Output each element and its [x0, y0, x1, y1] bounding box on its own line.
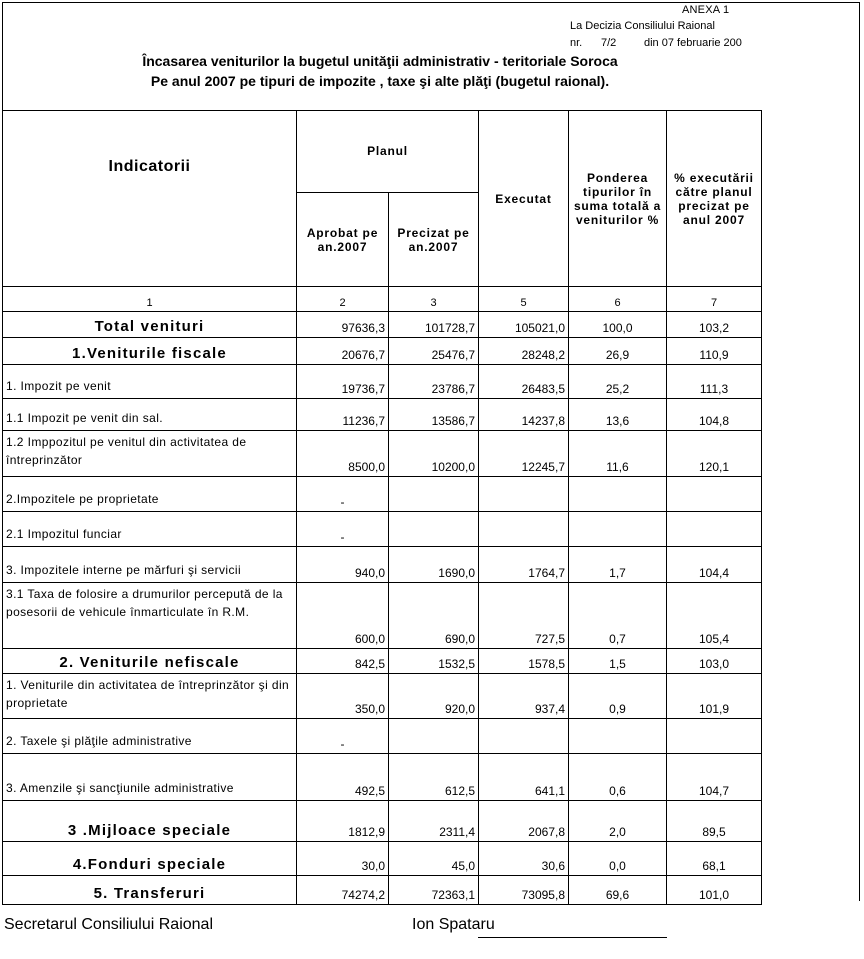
- secretary-name: Ion Spataru: [412, 916, 495, 933]
- table-row: [3, 547, 762, 583]
- cell-percent: 111,3: [667, 365, 762, 399]
- cell-approved: 97636,3: [297, 312, 389, 338]
- row-label: 5. Transferuri: [3, 876, 297, 905]
- cell-specified: 2311,4: [389, 801, 479, 842]
- cell-approved: -: [297, 719, 389, 754]
- cell-share: 13,6: [569, 399, 667, 431]
- cell-executed: [479, 477, 569, 512]
- revenue-table: [2, 110, 762, 905]
- cell-percent: 110,9: [667, 338, 762, 365]
- row-label: 3. Impozitele interne pe mărfuri şi servicii: [3, 547, 297, 583]
- cell-executed: 26483,5: [479, 365, 569, 399]
- cell-approved: 30,0: [297, 842, 389, 876]
- cell-percent: [667, 512, 762, 547]
- cell-percent: 105,4: [667, 583, 762, 649]
- decision-nr-value: 7/2: [601, 37, 617, 49]
- cell-share: [569, 719, 667, 754]
- row-label: 1.1 Impozit pe venit din sal.: [3, 399, 297, 431]
- table-row: [3, 583, 762, 649]
- annex-label: ANEXA 1: [682, 4, 730, 16]
- cell-share: 11,6: [569, 431, 667, 477]
- table-row: [3, 876, 762, 905]
- cell-share: 0,0: [569, 842, 667, 876]
- cell-specified: 612,5: [389, 754, 479, 801]
- index-cell: 7: [667, 287, 762, 312]
- table-row: [3, 512, 762, 547]
- cell-percent: 101,9: [667, 674, 762, 719]
- cell-specified: 101728,7: [389, 312, 479, 338]
- cell-specified: [389, 512, 479, 547]
- cell-approved: 20676,7: [297, 338, 389, 365]
- cell-executed: 937,4: [479, 674, 569, 719]
- table-row: [3, 719, 762, 754]
- cell-specified: 10200,0: [389, 431, 479, 477]
- row-label: 2.1 Impozitul funciar: [3, 512, 297, 547]
- cell-share: 0,9: [569, 674, 667, 719]
- cell-executed: 105021,0: [479, 312, 569, 338]
- cell-specified: 25476,7: [389, 338, 479, 365]
- cell-share: 2,0: [569, 801, 667, 842]
- table-row: [3, 338, 762, 365]
- table-row: [3, 674, 762, 719]
- cell-executed: 28248,2: [479, 338, 569, 365]
- cell-percent: 101,0: [667, 876, 762, 905]
- cell-executed: 12245,7: [479, 431, 569, 477]
- cell-executed: 1578,5: [479, 649, 569, 674]
- cell-approved: 600,0: [297, 583, 389, 649]
- cell-percent: 104,8: [667, 399, 762, 431]
- cell-specified: [389, 477, 479, 512]
- cell-executed: 14237,8: [479, 399, 569, 431]
- cell-executed: 73095,8: [479, 876, 569, 905]
- cell-percent: 103,0: [667, 649, 762, 674]
- cell-percent: 120,1: [667, 431, 762, 477]
- cell-share: 25,2: [569, 365, 667, 399]
- header-percent: % executării către planul precizat pe anul 2007: [667, 111, 762, 287]
- cell-executed: 727,5: [479, 583, 569, 649]
- cell-specified: [389, 719, 479, 754]
- table-row: [3, 754, 762, 801]
- decision-date: din 07 februarie 200: [644, 37, 742, 49]
- table-row: [3, 431, 762, 477]
- row-label: Total venituri: [3, 312, 297, 338]
- table-row: [3, 399, 762, 431]
- cell-approved: 940,0: [297, 547, 389, 583]
- cell-approved: -: [297, 477, 389, 512]
- index-cell: 3: [389, 287, 479, 312]
- cell-specified: 920,0: [389, 674, 479, 719]
- cell-share: 0,6: [569, 754, 667, 801]
- header-share: Ponderea tipurilor în suma totală a veniturilor %: [569, 111, 667, 287]
- cell-executed: 2067,8: [479, 801, 569, 842]
- row-label: 3 .Mijloace speciale: [3, 801, 297, 842]
- table-row: [3, 842, 762, 876]
- cell-approved: 350,0: [297, 674, 389, 719]
- row-label: 1. Impozit pe venit: [3, 365, 297, 399]
- cell-executed: [479, 719, 569, 754]
- cell-specified: 72363,1: [389, 876, 479, 905]
- table-row: [3, 365, 762, 399]
- cell-approved: 74274,2: [297, 876, 389, 905]
- decision-nr-label: nr.: [570, 37, 583, 49]
- cell-share: [569, 477, 667, 512]
- cell-percent: 103,2: [667, 312, 762, 338]
- table-row: [3, 649, 762, 674]
- cell-share: 26,9: [569, 338, 667, 365]
- row-label: 1. Veniturile din activitatea de întreprinzător şi din proprietate: [3, 674, 297, 719]
- row-label: 3. Amenzile şi sancţiunile administrative: [3, 754, 297, 801]
- cell-executed: 641,1: [479, 754, 569, 801]
- cell-approved: -: [297, 512, 389, 547]
- cell-executed: 30,6: [479, 842, 569, 876]
- decision-number: [570, 37, 742, 49]
- index-row: [3, 287, 762, 312]
- header-specified: Precizat pe an.2007: [389, 193, 479, 287]
- row-label: 4.Fonduri speciale: [3, 842, 297, 876]
- index-cell: 2: [297, 287, 389, 312]
- cell-percent: 104,7: [667, 754, 762, 801]
- cell-share: 1,7: [569, 547, 667, 583]
- cell-share: [569, 512, 667, 547]
- cell-executed: [479, 512, 569, 547]
- header-executed: Executat: [479, 111, 569, 287]
- table-row: [3, 312, 762, 338]
- cell-executed: 1764,7: [479, 547, 569, 583]
- secretary-label: Secretarul Consiliului Raional: [4, 916, 213, 933]
- cell-percent: 104,4: [667, 547, 762, 583]
- cell-specified: 45,0: [389, 842, 479, 876]
- index-cell: 5: [479, 287, 569, 312]
- cell-specified: 690,0: [389, 583, 479, 649]
- cell-share: 69,6: [569, 876, 667, 905]
- cell-share: 1,5: [569, 649, 667, 674]
- cell-percent: [667, 477, 762, 512]
- header-plan: Planul: [297, 111, 479, 193]
- cell-specified: 23786,7: [389, 365, 479, 399]
- cell-approved: 492,5: [297, 754, 389, 801]
- row-label: 2. Veniturile nefiscale: [3, 649, 297, 674]
- cell-approved: 1812,9: [297, 801, 389, 842]
- cell-approved: 8500,0: [297, 431, 389, 477]
- row-label: 3.1 Taxa de folosire a drumurilor percepută de la posesorii de vehicule înmarticulate în R.M.: [3, 583, 297, 649]
- cell-approved: 842,5: [297, 649, 389, 674]
- cell-percent: 89,5: [667, 801, 762, 842]
- cell-specified: 1690,0: [389, 547, 479, 583]
- header-approved: Aprobat pe an.2007: [297, 193, 389, 287]
- cell-specified: 1532,5: [389, 649, 479, 674]
- document-title-line1: Încasarea veniturilor la bugetul unităţii administrativ - teritoriale Soroca: [142, 53, 618, 69]
- index-cell: 1: [3, 287, 297, 312]
- cell-approved: 19736,7: [297, 365, 389, 399]
- row-label: 1.Veniturile fiscale: [3, 338, 297, 365]
- index-cell: 6: [569, 287, 667, 312]
- header-indicators: Indicatorii: [3, 111, 297, 287]
- cell-share: 100,0: [569, 312, 667, 338]
- table-row: [3, 801, 762, 842]
- cell-share: 0,7: [569, 583, 667, 649]
- cell-approved: 11236,7: [297, 399, 389, 431]
- row-label: 1.2 Imppozitul pe venitul din activitatea de întreprinzător: [3, 431, 297, 477]
- cell-specified: 13586,7: [389, 399, 479, 431]
- document-title-line2: Pe anul 2007 pe tipuri de impozite , taxe şi alte plăţi (bugetul raional).: [150, 73, 610, 89]
- table-row: [3, 477, 762, 512]
- signature-line: [478, 937, 667, 938]
- cell-percent: [667, 719, 762, 754]
- decision-label: La Decizia Consiliului Raional: [570, 20, 715, 32]
- row-label: 2. Taxele şi plăţile administrative: [3, 719, 297, 754]
- row-label: 2.Impozitele pe proprietate: [3, 477, 297, 512]
- cell-percent: 68,1: [667, 842, 762, 876]
